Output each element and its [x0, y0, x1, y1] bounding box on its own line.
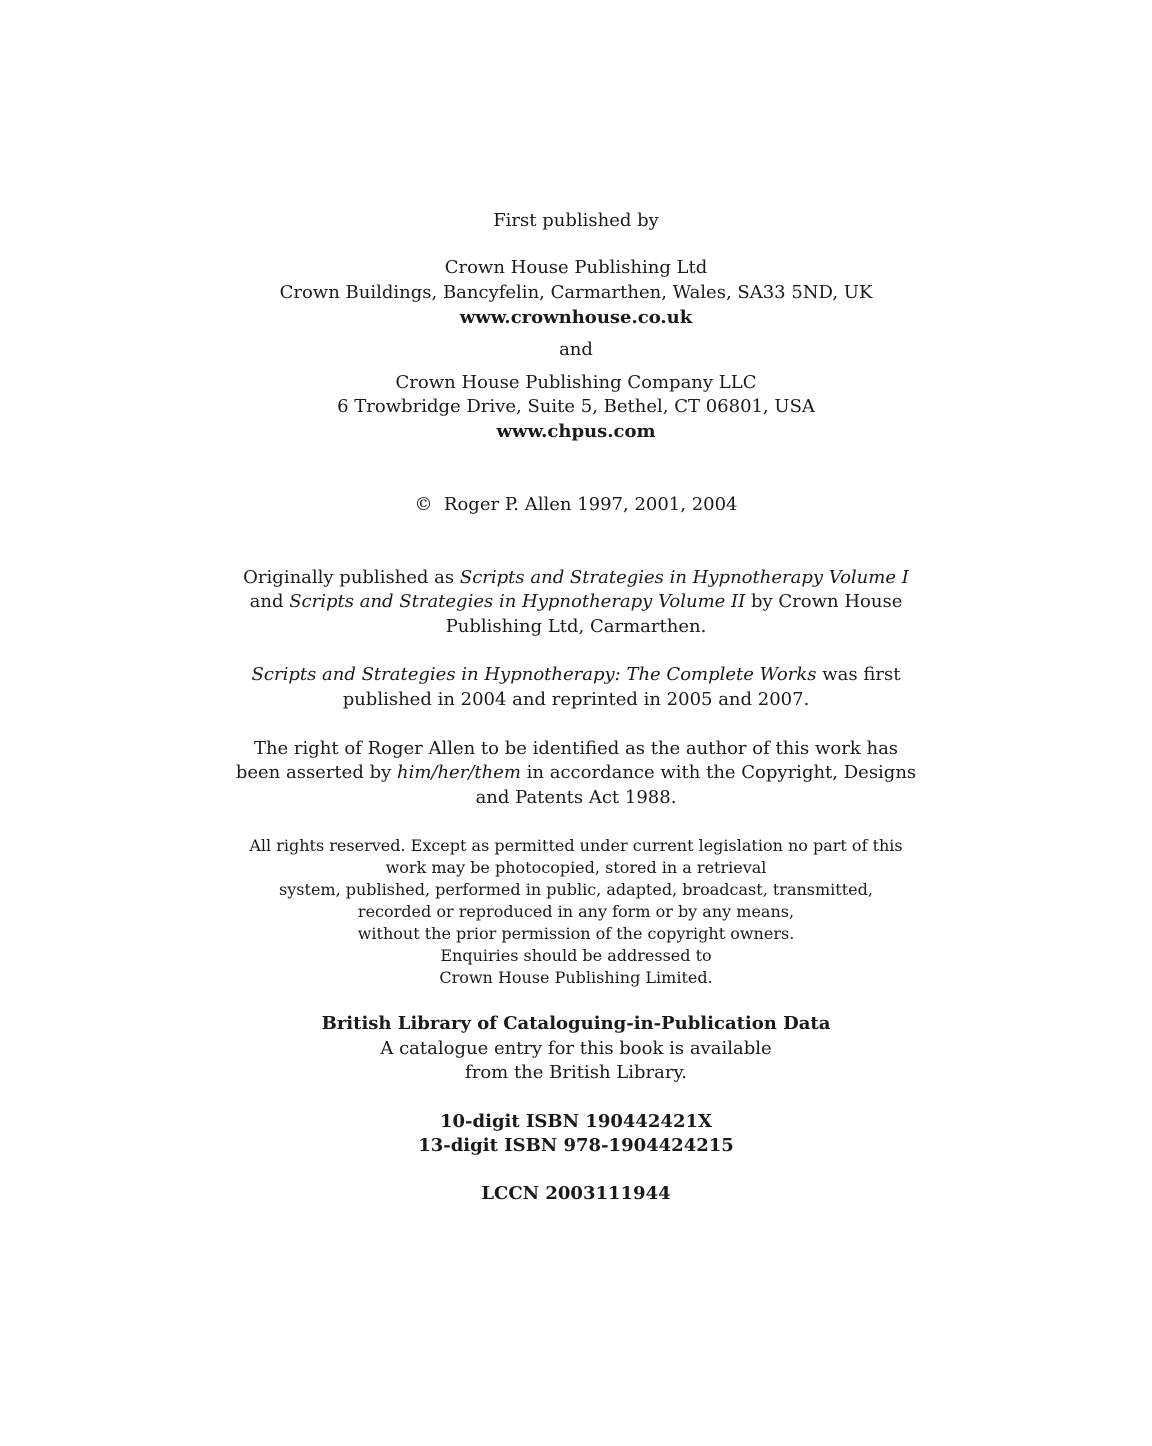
uk-publisher-name: Crown House Publishing Ltd	[444, 257, 708, 278]
rights-reserved-line-5: without the prior permission of the copyright owners.	[357, 924, 795, 943]
first-published-by: First published by	[493, 210, 659, 231]
uk-publisher-address: Crown Buildings, Bancyfelin, Carmarthen, Wales, SA33 5ND, UK	[279, 282, 873, 303]
uk-publisher-website[interactable]: www.crownhouse.co.uk	[459, 307, 693, 328]
rights-reserved-line-1: All rights reserved. Except as permitted under current legislation no part of this	[249, 836, 903, 855]
complete-works-line-1	[0, 663, 1152, 687]
moral-rights-line-1: The right of Roger Allen to be identified as the author of this work has	[253, 738, 899, 759]
book-title-complete-works: Scripts and Strategies in Hypnotherapy: The Complete Works	[251, 664, 817, 685]
text-fragment: was first	[816, 664, 901, 685]
book-title-volume-2: Scripts and Strategies in Hypnotherapy Volume II	[289, 591, 746, 612]
british-library-line-2: from the British Library.	[465, 1062, 687, 1083]
rights-reserved-line-6: Enquiries should be addressed to	[440, 946, 712, 965]
us-publisher-name: Crown House Publishing Company LLC	[395, 372, 757, 393]
british-library-line-1: A catalogue entry for this book is available	[380, 1038, 772, 1059]
pronoun-italic: him/her/them	[396, 762, 521, 783]
copyright-line	[0, 493, 1152, 517]
rights-reserved-line-3: system, published, performed in public, adapted, broadcast, transmitted,	[279, 880, 873, 899]
us-publisher-website[interactable]: www.chpus.com	[496, 421, 656, 442]
text-fragment: and	[249, 591, 290, 612]
text-fragment: in accordance with the Copyright, Designs	[520, 762, 917, 783]
lccn: LCCN 2003111944	[481, 1183, 671, 1204]
moral-rights-line-2	[0, 761, 1152, 785]
text-fragment: been asserted by	[235, 762, 397, 783]
isbn-13: 13-digit ISBN 978-1904424215	[418, 1135, 734, 1156]
originally-published-line-2	[0, 590, 1152, 614]
text-fragment: Originally published as	[243, 567, 460, 588]
copyright-text: Roger P. Allen 1997, 2001, 2004	[443, 494, 738, 515]
originally-published-line-1	[0, 566, 1152, 590]
originally-published-line-3: Publishing Ltd, Carmarthen.	[445, 616, 707, 637]
rights-reserved-line-7: Crown House Publishing Limited.	[439, 968, 713, 987]
rights-reserved-line-2: work may be photocopied, stored in a retrieval	[385, 858, 767, 877]
copyright-symbol: ©	[414, 494, 433, 515]
british-library-heading: British Library of Cataloguing-in-Publication Data	[321, 1013, 831, 1034]
isbn-10: 10-digit ISBN 190442421X	[440, 1111, 712, 1132]
text-fragment: by Crown House	[745, 591, 903, 612]
moral-rights-line-3: and Patents Act 1988.	[475, 787, 677, 808]
book-title-volume-1: Scripts and Strategies in Hypnotherapy Volume I	[459, 567, 909, 588]
rights-reserved-line-4: recorded or reproduced in any form or by any means,	[357, 902, 795, 921]
complete-works-line-2: published in 2004 and reprinted in 2005 and 2007.	[342, 689, 810, 710]
and-separator: and	[559, 339, 593, 360]
us-publisher-address: 6 Trowbridge Drive, Suite 5, Bethel, CT 06801, USA	[337, 396, 815, 417]
